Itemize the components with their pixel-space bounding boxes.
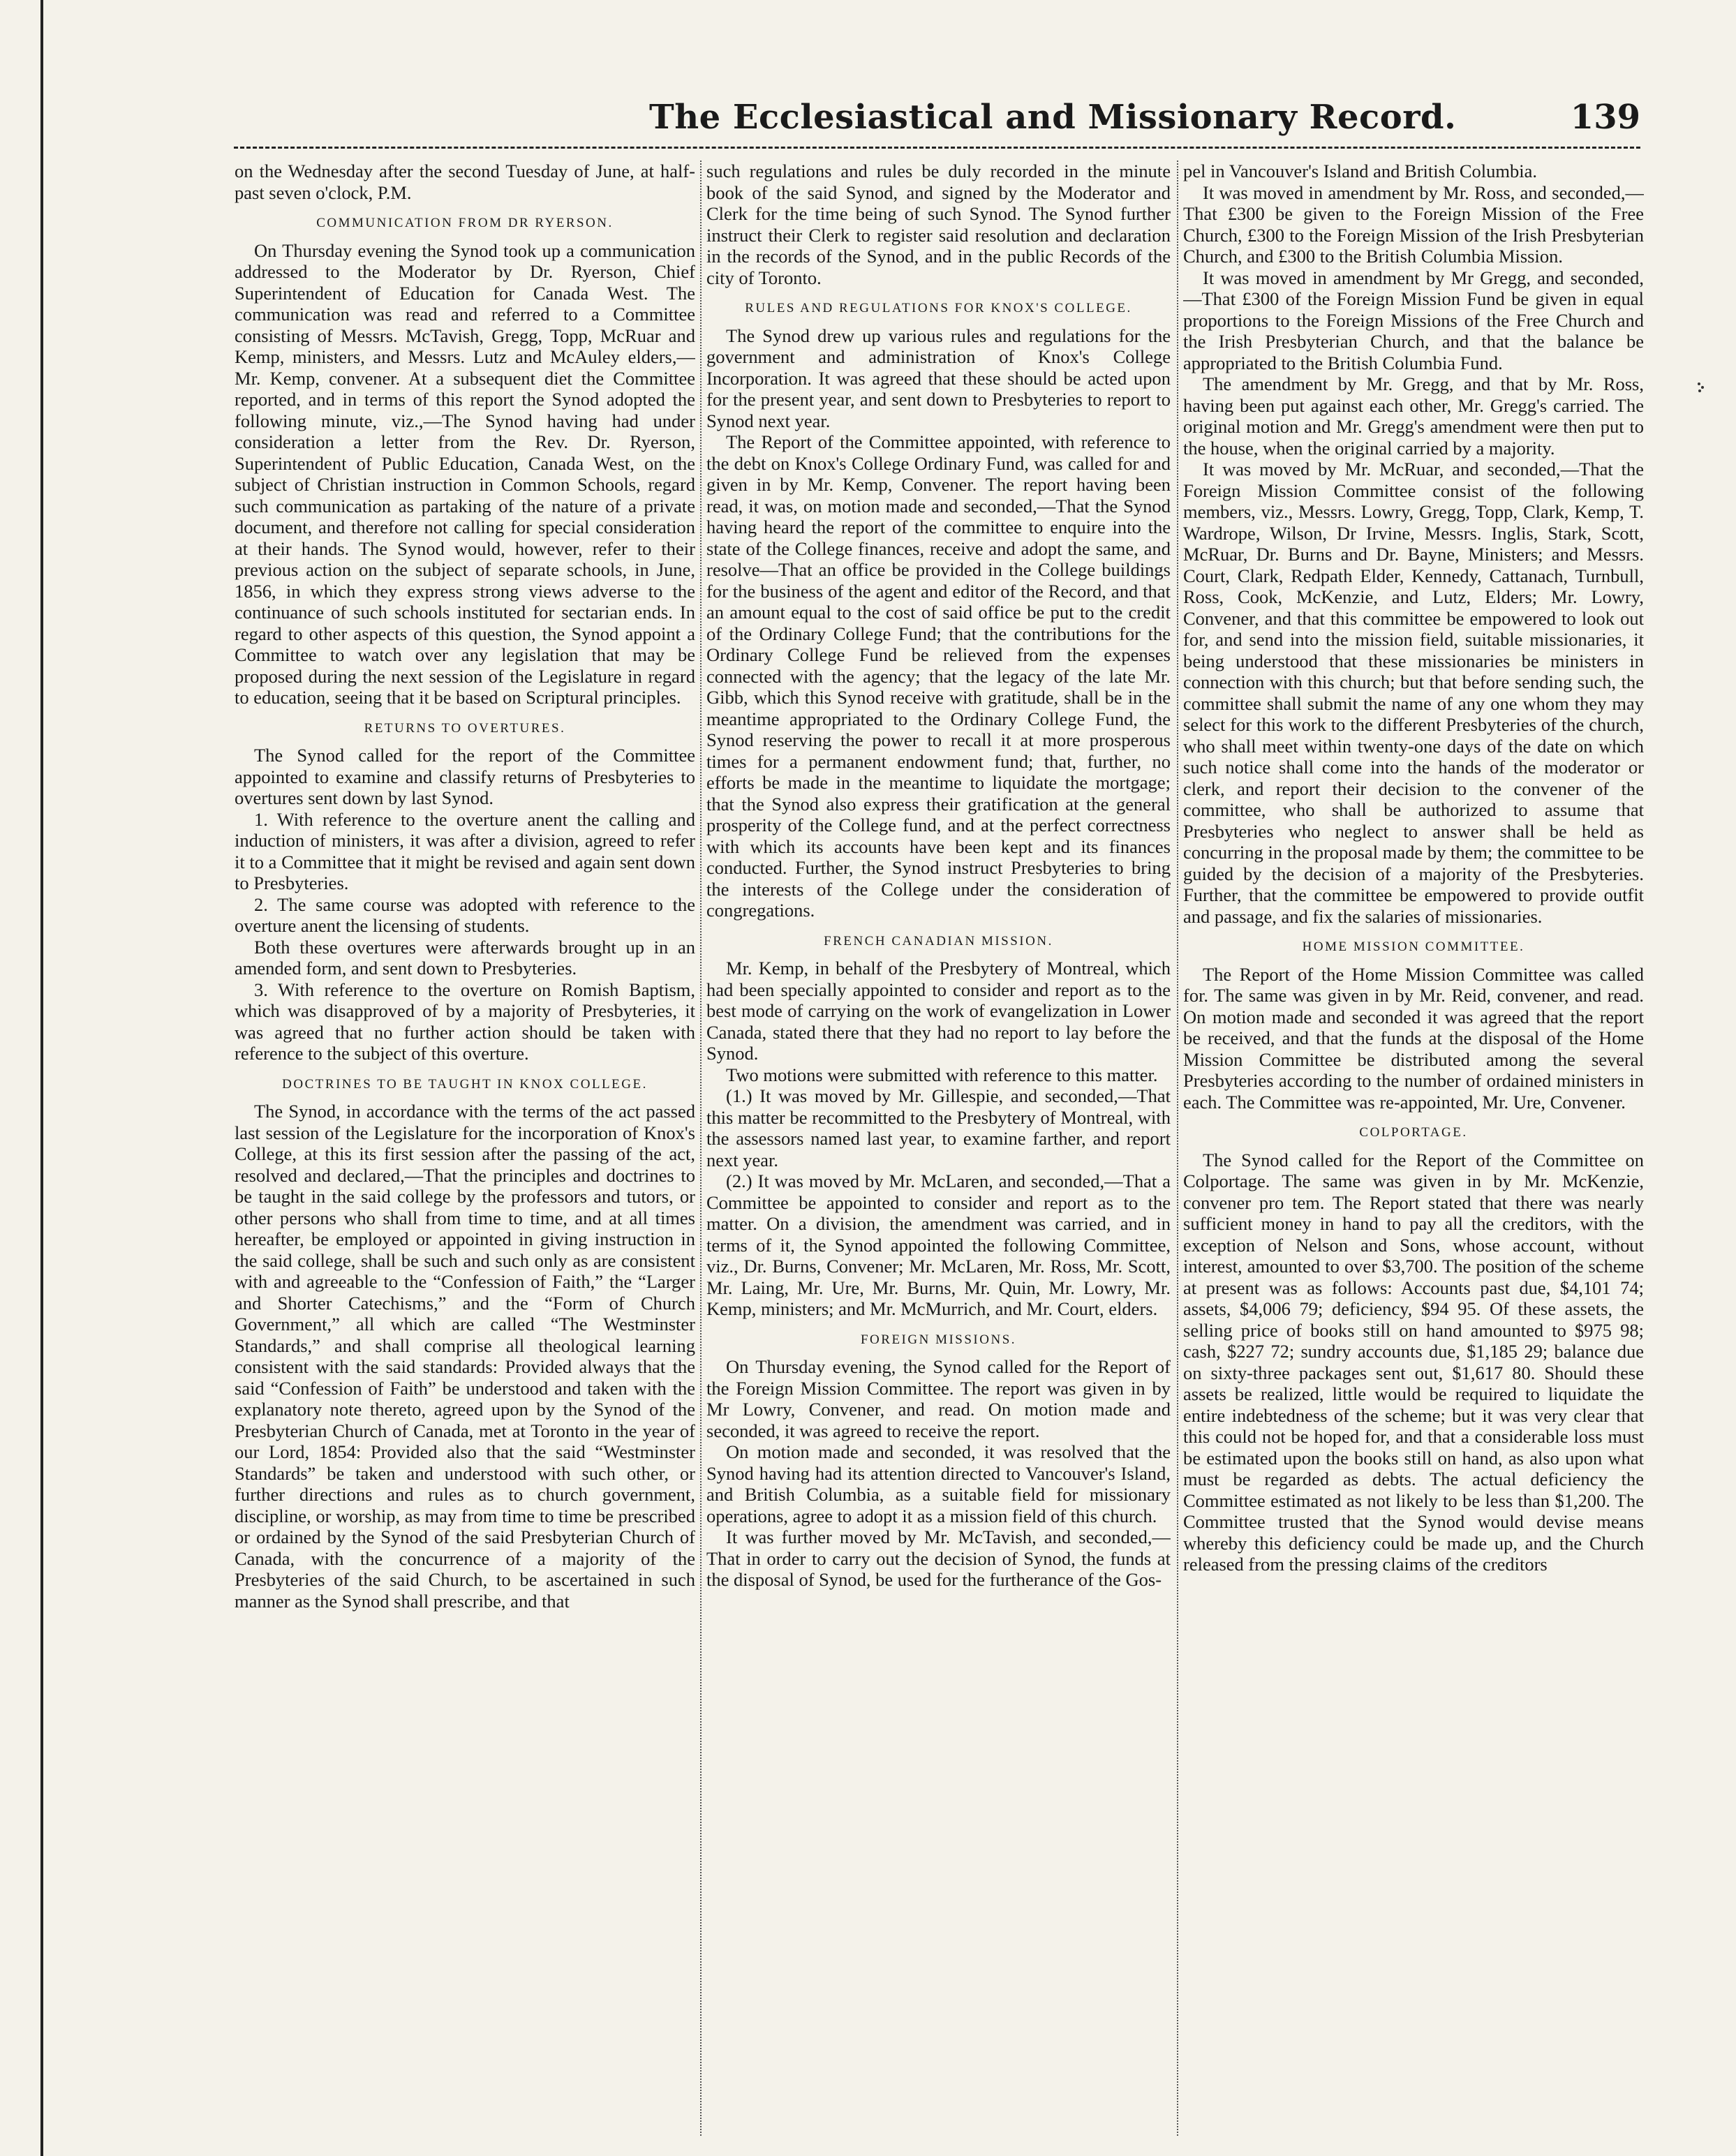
running-header: [649, 98, 1640, 147]
paragraph: On Thursday evening, the Synod called for the Report of the Foreign Mission Committee. The report was given in by Mr Lowry, Convener, and read. On motion made and seconded, it was agreed to receive the report.: [706, 1356, 1171, 1441]
paragraph: On Thursday evening the Synod took up a communication addressed to the Moderator by Dr. Ryerson, Chief Superintendent of Education for Canada West. The communication was read and referred to a Committee consisting of Messrs. McTavish, Gregg, Topp, McRuar and Kemp, ministers, and Messrs. Lutz and McAuley elders,—Mr. Kemp, convener. At a subsequent diet the Committee reported, and in terms of this report the Synod adopted the following minute, viz.,—The Synod having had under consideration a letter from the Rev. Dr. Ryerson, Superintendent of Public Education, Canada West, on the subject of Christian instruction in Common Schools, regard such communication as partaking of the nature of a private document, and therefore not calling for special consideration at their hands. The Synod would, however, refer to their previous action on the subject of separate schools, in June, 1856, in which they express strong views adverse to the continuance of such schools instituted for sectarian ends. In regard to other aspects of this question, the Synod appoint a Committee to watch over any legislation that may be proposed during the next session of the Legislature in regard to education, seeing that it be based on Scriptural principles.: [235, 239, 695, 708]
paragraph: It was moved in amendment by Mr Gregg, and seconded,—That £300 of the Foreign Mission Fund be given in equal proportions to the Foreign Missions of the Free Church and the Irish Presbyterian Church, and that the balance be appropriated to the British Columbia Fund.: [1183, 267, 1644, 373]
paragraph: 1. With reference to the overture anent the calling and induction of ministers, it was after a division, agreed to refer it to a Committee that it might be revised and again sent down to Presbyteries.: [235, 808, 695, 893]
paragraph: It was further moved by Mr. McTavish, and seconded,—That in order to carry out the decision of Synod, the funds at the disposal of Synod, be used for the furtherance of the Gos-: [706, 1526, 1171, 1590]
paragraph: 2. The same course was adopted with reference to the overture anent the licensing of students.: [235, 893, 695, 936]
paragraph: Mr. Kemp, in behalf of the Presbytery of Montreal, which had been specially appointed to consider and report as to the best mode of carrying on the work of evangelization in Lower Canada, stated there that they had no report to lay before the Synod.: [706, 958, 1171, 1064]
paragraph: on the Wednesday after the second Tuesday of June, at half-past seven o'clock, P.M.: [235, 161, 695, 203]
paragraph: Both these overtures were afterwards brought up in an amended form, and sent down to Presbyteries.: [235, 936, 695, 979]
paragraph: The Synod called for the Report of the Committee on Colportage. The same was given in by Mr. McKenzie, convener pro tem. The Report stated that there was nearly sufficient money in hand to pay all the creditors, with the exception of Nelson and Sons, whose account, without interest, amounted to over $3,700. The position of the scheme at present was as follows: Accounts past due, $4,101 74; assets, $4,006 79; deficiency, $94 95. Of these assets, the selling price of books still on hand amounted to $975 98; cash, $227 72; sundry accounts due, $1,185 29; balance due on sixty-three packages sent out, $1,617 80. Should these assets be realized, little would be required to liquidate the entire indebtedness of the scheme; but it was very clear that this could not be hoped for, and that a considerable loss must be estimated upon the books still on hand, as also upon what must be regarded as debts. The actual deficiency the Committee estimated as not likely to be less than $1,200. The Committee trusted that the Synod would devise means whereby this deficiency could be made up, and the Church released from the pressing claims of the creditors: [1183, 1149, 1644, 1575]
paragraph: pel in Vancouver's Island and British Columbia.: [1183, 161, 1537, 181]
paragraph: (2.) It was moved by Mr. McLaren, and seconded,—That a Committee be appointed to consider and report as to the matter. On a division, the amendment was carried, and in terms of it, the Synod appointed the following Committee, viz., Dr. Burns, Convener; Mr. McLaren, Mr. Ross, Mr. Scott, Mr. Laing, Mr. Ure, Mr. Burns, Mr. Quin, Mr. Lowry, Mr. Kemp, ministers; and Mr. McMurrich, and Mr. Court, elders.: [706, 1170, 1171, 1319]
column-divider: [1177, 161, 1178, 2136]
section-heading: FRENCH CANADIAN MISSION.: [824, 933, 1053, 949]
paragraph: The Report of the Committee appointed, with reference to the debt on Knox's College Ordinary Fund, was called for and given in by Mr. Kemp, Convener. The report having been read, it was, on motion made and seconded,—That the Synod having heard the report of the committee to enquire into the state of the College finances, receive and adopt the same, and resolve—That an office be provided in the College buildings for the business of the agent and editor of the Record, and that an amount equal to the cost of said office be put to the credit of the Ordinary College Fund; that the contributions for the Ordinary College Fund be relieved from the expenses connected with the agency; that the legacy of the late Mr. Gibb, which this Synod receive with gratitude, shall be in the meantime appropriated to the Ordinary College Fund, the Synod reserving the power to recall it at more prosperous times for a permanent endowment fund; that, further, no efforts be made in the meantime to liquidate the mortgage; that the Synod also express their gratification at the general prosperity of the College fund, and at the perfect correctness with which its accounts have been kept and its finances conducted. Further, the Synod instruct Presbyteries to bring the interests of the College under the consideration of congregations.: [706, 431, 1171, 921]
section-heading: RETURNS TO OVERTURES.: [364, 720, 566, 736]
section-heading: DOCTRINES TO BE TAUGHT IN KNOX COLLEGE.: [282, 1076, 648, 1092]
text-column-2: [706, 161, 1171, 2150]
paragraph: The Synod drew up various rules and regulations for the government and administration of Knox's College Incorporation. It was agreed that these should be acted upon for the present year, and sent down to Presbyteries to report to Synod next year.: [706, 325, 1171, 431]
paragraph: 3. With reference to the overture on Romish Baptism, which was disapproved of by a majority of Presbyteries, it was agreed that no further action should be taken with reference to the subject of this overture.: [235, 979, 695, 1064]
paragraph: The Synod, in accordance with the terms of the act passed last session of the Legislature for the incorporation of Knox's College, at this its first session after the passing of the act, resolved and declared,—That the principles and doctrines to be taught in the said college by the professors and tutors, or other persons who shall from time to time, and at all times hereafter, be employed or appointed in giving instruction in the said college, shall be such and such only as are consistent with and agreeable to the “Confession of Faith,” the “Larger and Shorter Catechisms,” and the “Form of Church Government,” all which are called “The Westminster Standards,” and shall comprise all theological learning consistent with the said standards: Provided always that the said “Confession of Faith” be understood and taken with the explanatory note thereto, agreed upon by the Synod of the Presbyterian Church of Canada, met at Toronto in the year of our Lord, 1854: Provided also that the said “Westminster Standards” be taken and understood with such other, or further directions and rules as to church government, discipline, or worship, as may from time to time be prescribed or ordained by the Synod of the said Presbyterian Church of Canada, with the concurrence of a majority of the Presbyteries of the said Church, to be ascertained in such manner as the Synod shall prescribe, and that: [235, 1101, 695, 1612]
paragraph: The Report of the Home Mission Committee was called for. The same was given in by Mr. Reid, convener, and read. On motion made and seconded it was agreed that the report be received, and that the funds at the disposal of the Home Mission Committee be distributed among the several Presbyteries according to the number of ordained ministers in each. The Committee was re-appointed, Mr. Ure, Convener.: [1183, 963, 1644, 1113]
paragraph: The amendment by Mr. Gregg, and that by Mr. Ross, having been put against each other, Mr. Gregg's carried. The original motion and Mr. Gregg's amendment were then put to the house, when the original carried by a majority.: [1183, 373, 1644, 459]
page-number: 139: [1570, 98, 1640, 137]
paragraph: (1.) It was moved by Mr. Gillespie, and seconded,—That this matter be recommitted to the Presbytery of Montreal, with the assessors named last year, to examine farther, and report next year.: [706, 1085, 1171, 1170]
print-speck: [1698, 382, 1705, 392]
header-rule: [234, 147, 1640, 149]
section-heading: RULES AND REGULATIONS FOR KNOX'S COLLEGE.: [745, 301, 1132, 315]
paragraph: The Synod called for the report of the Committee appointed to examine and classify returns of Presbyteries to overtures sent down by last Synod.: [235, 745, 695, 808]
page-binding-edge: [40, 0, 43, 2156]
paragraph: such regulations and rules be duly recorded in the minute book of the said Synod, and signed by the Moderator and Clerk for the time being of such Synod. The Synod further instruct their Clerk to register said resolution and declaration in the records of the Synod, and in the public Records of the city of Toronto.: [706, 161, 1171, 288]
section-heading: FOREIGN MISSIONS.: [860, 1332, 1017, 1347]
text-column-3: [1183, 161, 1644, 2150]
publication-title: The Ecclesiastical and Missionary Record.: [649, 98, 1457, 137]
section-heading: COLPORTAGE.: [1359, 1125, 1468, 1140]
section-heading: HOME MISSION COMMITTEE.: [1302, 939, 1525, 954]
column-divider: [700, 161, 702, 2136]
paragraph: It was moved by Mr. McRuar, and seconded,—That the Foreign Mission Committee consist of the following members, viz., Messrs. Lowry, Gregg, Topp, Clark, Kemp, T. Wardrope, Wilson, Dr Irvine, Messrs. Inglis, Stark, Scott, McRuar, Dr. Burns and Dr. Bayne, Ministers; and Messrs. Court, Clark, Redpath Elder, Kennedy, Cattanach, Turnbull, Ross, Cook, McKenzie, and Lutz, Elders; Mr. Lowry, Convener, and that this committee be empowered to look out for, and send into the mission field, suitable missionaries, it being understood that these missionaries be ministers in connection with this church; but that before sending such, the committee shall submit the name of any one whom they may select for this work to the different Presbyteries of the church, who shall meet within twenty-one days of the date on which such notice shall come into the hands of the moderator or clerk, and report their decision to the convener of the committee, who shall be authorized to assume that Presbyteries who neglect to answer shall be held as concurring in the proposal made by them; the committee to be guided by the decision of a majority of the Presbyteries. Further, that the committee be empowered to provide outfit and passage, and fix the salaries of missionaries.: [1183, 459, 1644, 927]
paragraph: Two motions were submitted with reference to this matter.: [726, 1064, 1158, 1085]
section-heading: COMMUNICATION FROM DR RYERSON.: [316, 216, 614, 230]
text-column-1: [235, 161, 695, 2150]
paragraph: On motion made and seconded, it was resolved that the Synod having had its attention directed to Vancouver's Island, and British Columbia, as a suitable field for missionary operations, agree to adopt it as a mission field of this church.: [706, 1441, 1171, 1526]
paragraph: It was moved in amendment by Mr. Ross, and seconded,—That £300 be given to the Foreign Mission of the Free Church, £300 to the Foreign Mission of the Irish Presbyterian Church, and £300 to the British Columbia Mission.: [1183, 181, 1644, 267]
